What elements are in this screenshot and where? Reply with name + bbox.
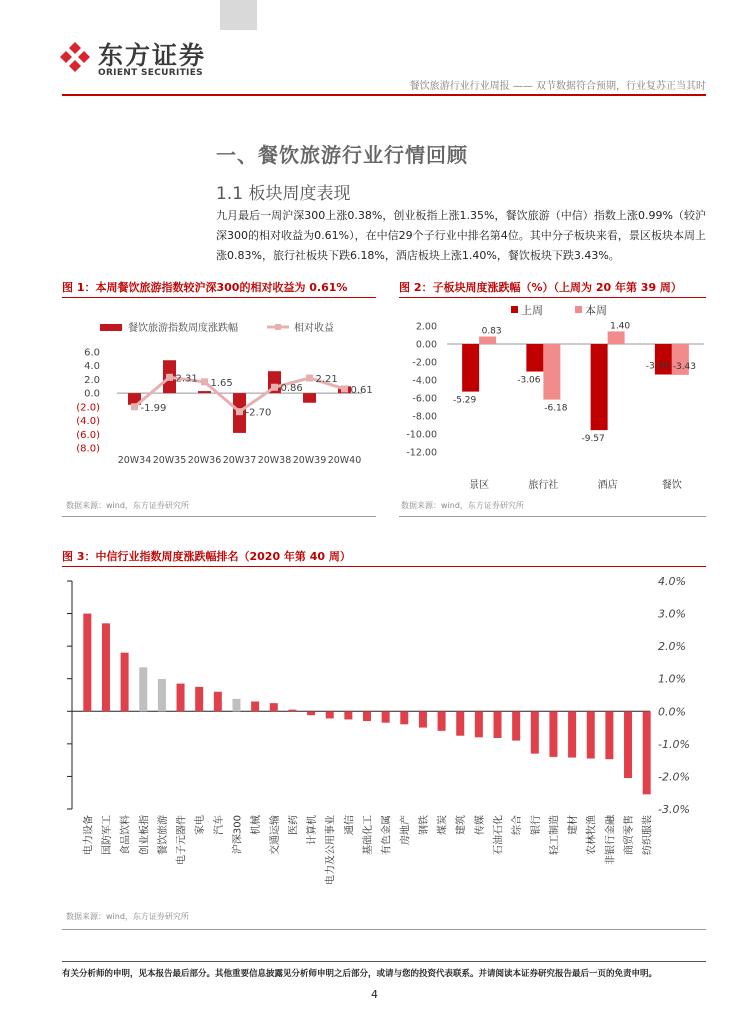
data-label: 1.40 (610, 321, 631, 332)
bar (400, 711, 408, 724)
y-tick-label: 0.0 (84, 388, 100, 400)
x-tick-label: 汽车 (213, 815, 225, 835)
x-tick-label: 纺织服装 (642, 815, 654, 855)
bar (605, 711, 613, 759)
data-label: -5.29 (452, 395, 477, 406)
x-tick-label: 医药 (288, 815, 300, 835)
bar (587, 711, 595, 758)
x-tick-label: 钢铁 (418, 815, 430, 835)
figure1-chart (62, 300, 376, 500)
bar (438, 711, 446, 731)
bar (456, 711, 464, 735)
figure1-source: 数据来源：wind，东方证券研究所 (66, 501, 189, 510)
x-tick-label: 20W35 (152, 455, 187, 466)
x-tick-label: 家电 (195, 815, 207, 835)
x-tick-label: 20W34 (117, 455, 152, 466)
y-tick-label: (6.0) (76, 429, 100, 441)
report-title: 餐饮旅游行业行业周报 —— 双节数据符合预期，行业复苏正当其时 (409, 81, 706, 92)
x-tick-label: 煤炭 (437, 815, 449, 835)
legend-label-bar: 餐饮旅游指数周度涨跌幅 (128, 323, 238, 334)
y-tick-label: 4.0% (658, 575, 686, 588)
data-label: -6.18 (544, 403, 568, 414)
bar (303, 393, 316, 403)
line-point (201, 378, 208, 385)
legend-swatch-thisweek (575, 306, 582, 313)
footer-disclaimer: 有关分析师的申明，见本报告最后部分。其他重要信息披露见分析师申明之后部分，或请与您的投资代表联系。并请阅读本证券研究报告最后一页的免责申明。 (62, 969, 658, 979)
bar (363, 711, 371, 721)
x-tick-label: 有色金属 (381, 815, 393, 855)
bar (568, 711, 576, 757)
data-label: 1.65 (210, 377, 233, 389)
data-label: 2.31 (175, 373, 198, 385)
y-tick-label: (8.0) (76, 443, 100, 455)
data-label: 0.61 (350, 384, 373, 396)
bar (121, 653, 129, 712)
bar (494, 711, 502, 738)
x-tick-label: 电子元器件 (176, 815, 188, 865)
x-tick-label: 机械 (251, 815, 263, 835)
header-divider (62, 94, 706, 96)
x-tick-label: 房地产 (400, 815, 412, 845)
bar (526, 344, 543, 372)
y-tick-label: (4.0) (76, 416, 100, 428)
figure1-bottom-rule (62, 516, 376, 517)
bar (195, 687, 203, 711)
y-tick-label: -6.00 (412, 393, 437, 405)
section-title: 一、餐饮旅游行业行情回顾 (216, 143, 468, 167)
figure3-title-rule (62, 566, 706, 567)
bar (643, 711, 651, 794)
bar (591, 344, 608, 430)
x-tick-label: 沪深300 (232, 815, 244, 855)
y-tick-label: 4.0 (84, 361, 100, 373)
x-tick-label: 餐饮旅游 (157, 815, 169, 855)
data-label: -3.06 (517, 375, 541, 386)
figure3-bottom-rule (62, 929, 706, 930)
legend-label-lastweek: 上周 (521, 304, 543, 317)
figure1-title-rule (62, 297, 376, 298)
x-tick-label: 电力及公用事业 (325, 815, 337, 885)
y-tick-label: 2.0 (84, 374, 100, 386)
data-label: 0.86 (280, 383, 303, 395)
y-tick-label: -12.00 (406, 447, 437, 459)
page-number: 4 (371, 988, 378, 1001)
footer-divider (62, 961, 706, 962)
bar (419, 711, 427, 727)
figure3-source: 数据来源：wind，东方证券研究所 (66, 912, 189, 921)
figure2-title: 图 2：子板块周度涨跌幅（%）（上周为 20 年第 39 周） (399, 281, 682, 294)
line-point (236, 408, 243, 415)
bar (177, 684, 185, 712)
bar (382, 711, 390, 722)
y-tick-label: -2.0% (658, 770, 690, 784)
bar (307, 711, 315, 715)
x-tick-label: 非银行金融 (605, 815, 617, 865)
x-tick-label: 综合 (512, 815, 524, 835)
x-tick-label: 建筑 (456, 815, 468, 835)
figure3-title: 图 3：中信行业指数周度涨跌幅排名（2020 年第 40 周） (62, 550, 351, 563)
legend-marker-line (275, 324, 281, 330)
y-tick-label: 6.0 (84, 347, 100, 359)
legend-swatch-lastweek (511, 306, 518, 313)
bar (344, 711, 352, 719)
bar (531, 711, 539, 753)
bar (462, 344, 479, 392)
y-tick-label: (2.0) (76, 402, 100, 414)
bar (158, 679, 166, 711)
x-tick-label: 20W39 (292, 455, 327, 466)
bar (479, 337, 496, 344)
y-tick-label: 0.00 (415, 339, 437, 351)
x-tick-label: 20W37 (222, 455, 257, 466)
x-tick-label: 银行 (530, 815, 542, 835)
x-tick-label: 电力设备 (83, 815, 95, 855)
y-tick-label: 3.0% (658, 607, 686, 621)
y-tick-label: 2.00 (415, 321, 437, 333)
bar (102, 623, 110, 711)
line-point (341, 385, 348, 392)
bar (232, 699, 240, 711)
x-tick-label: 景区 (469, 480, 490, 491)
figure2-title-rule (399, 297, 706, 298)
bar (214, 692, 222, 712)
y-tick-label: 2.0% (658, 640, 686, 654)
x-tick-label: 国防军工 (101, 815, 113, 855)
x-tick-label: 计算机 (307, 815, 319, 845)
bar (549, 711, 557, 757)
data-label: 0.83 (481, 326, 502, 337)
line-point (166, 374, 173, 381)
bar (326, 711, 334, 718)
legend-label-line: 相对收益 (294, 323, 334, 334)
line-point (271, 384, 278, 391)
x-tick-label: 轻工制造 (549, 815, 561, 855)
y-tick-label: 0.0% (658, 705, 686, 719)
bar (139, 667, 147, 711)
figure1-title: 图 1：本周餐饮旅游指数较沪深300的相对收益为 0.61% (62, 281, 348, 294)
orient-logo-icon (58, 40, 92, 74)
y-tick-label: -10.00 (406, 429, 437, 441)
x-tick-label: 通信 (344, 815, 356, 835)
y-tick-label: -2.00 (412, 357, 437, 369)
x-tick-label: 建材 (568, 815, 580, 835)
data-label: -3.39 (645, 361, 670, 372)
y-tick-label: -1.0% (658, 737, 690, 751)
bar (608, 331, 625, 344)
bar (83, 614, 91, 712)
figure3-chart (62, 569, 706, 907)
logo-chinese-text: 东方证券 (98, 41, 207, 70)
figure2-source: 数据来源：wind，东方证券研究所 (401, 501, 524, 510)
bar (198, 391, 211, 393)
bar (624, 711, 632, 778)
bar (475, 711, 483, 737)
bar (543, 344, 560, 400)
line-point (306, 374, 313, 381)
x-tick-label: 酒店 (597, 480, 618, 491)
x-tick-label: 传媒 (474, 815, 486, 835)
x-tick-label: 交通运输 (269, 815, 281, 855)
x-tick-label: 基础化工 (363, 815, 374, 855)
bar (512, 711, 520, 740)
x-tick-label: 农林牧渔 (586, 815, 598, 855)
y-tick-label: 1.0% (658, 672, 686, 686)
x-tick-label: 石油石化 (493, 815, 505, 855)
figure2-bottom-rule (399, 516, 706, 517)
header-decoration (220, 0, 257, 30)
x-tick-label: 创业板指 (139, 815, 151, 855)
figure2-chart (399, 300, 706, 500)
body-paragraph: 九月最后一周沪深300上涨0.38%，创业板指上涨1.35%，餐饮旅游（中信）指数上涨0.99%（较沪深300的相对收益为0.61%），在中信29个子行业中排名第4位。其中分子板块来看，景区板块本周上涨0.83%，旅行社板块下跌6.18%，酒店板块上涨1.40%，餐饮板块下跌3.43%。 (216, 209, 706, 262)
data-label: -1.99 (140, 402, 167, 414)
legend-label-thisweek: 本周 (585, 304, 607, 317)
x-tick-label: 20W36 (187, 455, 222, 466)
x-tick-label: 旅行社 (528, 480, 559, 491)
x-tick-label: 20W40 (327, 455, 362, 466)
data-label: -9.57 (581, 434, 605, 445)
data-label: -2.70 (245, 407, 272, 419)
x-tick-label: 商贸零售 (624, 815, 636, 855)
x-tick-label: 食品饮料 (120, 815, 132, 855)
legend-swatch-bar (100, 324, 122, 331)
bar (288, 710, 296, 712)
logo-english-text: ORIENT SECURITIES (98, 68, 203, 78)
x-tick-label: 20W38 (257, 455, 292, 466)
y-tick-label: -8.00 (412, 411, 437, 423)
bar (270, 703, 278, 711)
y-tick-label: -3.0% (658, 803, 690, 816)
section-subtitle: 1.1 板块周度表现 (216, 184, 351, 204)
line-point (131, 403, 138, 410)
y-tick-label: -4.00 (412, 375, 437, 387)
data-label: -3.43 (672, 361, 697, 372)
bar (251, 702, 259, 712)
data-label: 2.21 (315, 373, 338, 385)
x-tick-label: 餐饮 (661, 480, 682, 491)
